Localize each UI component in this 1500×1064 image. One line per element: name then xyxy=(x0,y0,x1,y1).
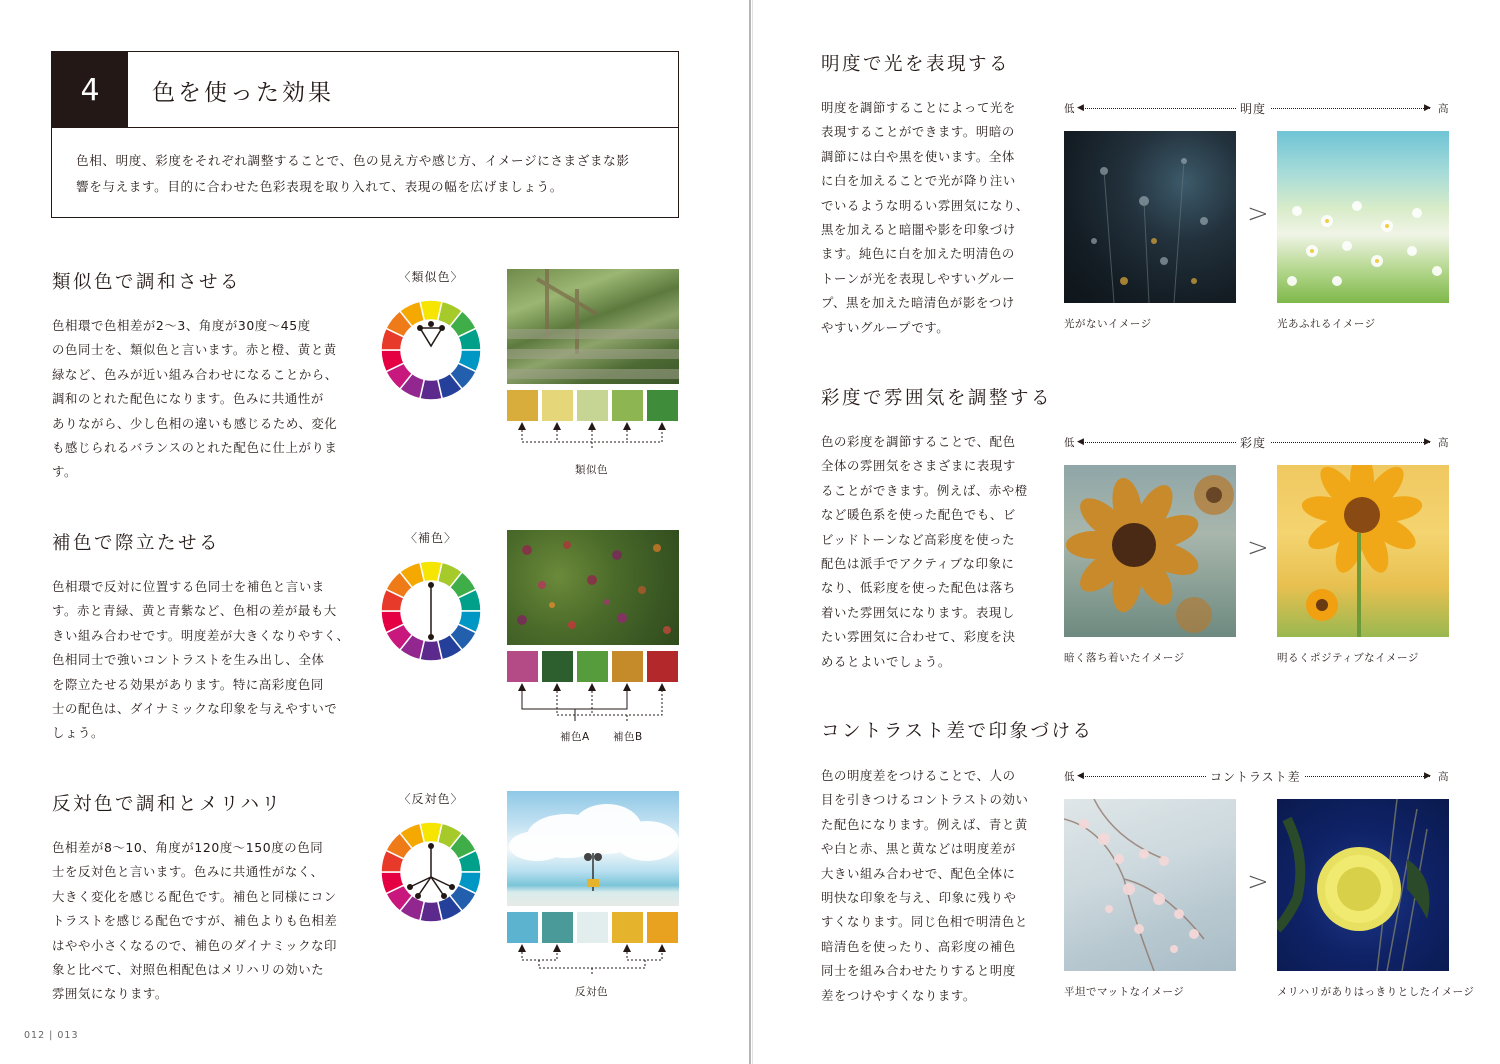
body-line: 雰囲気になります。 xyxy=(52,986,168,1002)
swatch-analogous-1 xyxy=(507,390,538,421)
scale-high-label: 高 xyxy=(1438,437,1449,449)
swatch-complementary-2 xyxy=(542,651,573,682)
body-line: 大きい組み合わせで、配色全体に xyxy=(821,865,1016,881)
swatch-complementary-4 xyxy=(612,651,643,682)
swatch-contrasting-2 xyxy=(542,912,573,943)
swatch-analogous-3 xyxy=(577,390,608,421)
section-body-analogous xyxy=(52,314,362,485)
swatch-contrasting-1 xyxy=(507,912,538,943)
swatch-analogous-4 xyxy=(612,390,643,421)
body-line: 色相環で反対に位置する色同士を補色と言いま xyxy=(52,579,325,594)
body-line: 士を反対色と言います。色みに共通性がなく、 xyxy=(52,864,324,880)
swatch-analogous-5 xyxy=(647,390,678,421)
scale-arrow-left-icon: ◀ xyxy=(1077,771,1084,781)
body-line: す。 xyxy=(52,464,77,480)
scale-label: コントラスト差 xyxy=(1206,768,1305,785)
body-line: 緑など、色みが近い組み合わせになることから、 xyxy=(52,366,338,382)
body-line: 調和のとれた配色になります。色みに共通性が xyxy=(52,391,324,407)
body-line: はやや小さくなるので、補色のダイナミックな印 xyxy=(52,937,338,953)
caption-lightness-right: 光あふれるイメージ xyxy=(1277,318,1376,330)
page-gutter xyxy=(749,0,751,1064)
section-body-lightness xyxy=(821,96,1051,340)
body-line: 配色は派手でアクティブな印象に xyxy=(821,556,1015,572)
lead-line: 響を与えます。目的に合わせた色彩表現を取り入れて、表現の幅を広げましょう。 xyxy=(76,179,563,194)
scale-arrow-right-icon: ▶ xyxy=(1424,771,1431,781)
photo-muted-sunflowers xyxy=(1064,465,1236,637)
section-body-complementary xyxy=(52,575,362,746)
photo-sky-clouds xyxy=(507,791,679,906)
body-line: めるとよいでしょう。 xyxy=(821,653,951,669)
body-line: すくなります。同じ色相で明清色と xyxy=(821,914,1028,930)
swatch-contrasting-3 xyxy=(577,912,608,943)
wheel-label-complementary: 〈補色〉 xyxy=(404,531,457,545)
body-line: でいるような明るい雰囲気になり、 xyxy=(821,197,1029,213)
swatch-connector-contrasting xyxy=(507,942,679,982)
caption-saturation-left: 暗く落ち着いたイメージ xyxy=(1064,652,1185,664)
caption-complementary-a: 補色A xyxy=(560,731,590,743)
photo-yellow-chrysanthemum xyxy=(1277,799,1449,971)
scale-arrow-left-icon: ◀ xyxy=(1077,437,1084,447)
body-line: トーンが光を表現しやすいグルー xyxy=(821,270,1016,286)
scale-high-label: 高 xyxy=(1438,771,1449,783)
photo-dark-flowers xyxy=(1064,131,1236,303)
photo-bright-flowers xyxy=(1277,131,1449,303)
body-line: トラストを感じる配色ですが、補色よりも色相差 xyxy=(52,913,338,929)
body-line: ます。純色に白を加えた明清色の xyxy=(821,246,1015,262)
body-line: ることができます。例えば、赤や橙 xyxy=(821,482,1028,498)
caption-contrast-right: メリハリがありはっきりとしたイメージ xyxy=(1277,986,1475,998)
caption-contrast-left: 平坦でマットなイメージ xyxy=(1064,986,1185,998)
body-line: 黒を加えると暗闇や影を印象づけ xyxy=(821,222,1016,238)
body-line: きい組み合わせです。明度差が大きくなりやすく、 xyxy=(52,627,350,643)
body-line: 大きく変化を感じる配色です。補色と同様にコン xyxy=(52,888,337,904)
body-line: 士の配色は、ダイナミックな印象を与えやすいで xyxy=(52,701,338,717)
body-line: 目を引きつけるコントラストの効い xyxy=(821,792,1029,808)
scale-saturation xyxy=(1064,435,1450,449)
body-line: ありながら、少し色相の違いも感じるため、変化 xyxy=(52,415,338,431)
body-line: 全体の雰囲気をさまざまに表現す xyxy=(821,458,1016,474)
swatch-contrasting-4 xyxy=(612,912,643,943)
scale-arrow-right-icon: ▶ xyxy=(1424,437,1431,447)
body-line: 色の彩度を調節することで、配色 xyxy=(821,434,1016,449)
swatch-complementary-3 xyxy=(577,651,608,682)
scale-high-label: 高 xyxy=(1438,103,1449,115)
body-line: プ、黒を加えた暗清色が影をつけ xyxy=(821,295,1015,311)
body-line: を際立たせる効果があります。特に高彩度色同 xyxy=(52,676,324,692)
scale-low-label: 低 xyxy=(1064,771,1075,783)
body-line: 明度を調節することによって光を xyxy=(821,100,1016,115)
chapter-divider xyxy=(52,127,678,128)
section-body-contrast xyxy=(821,764,1051,1008)
body-line: 表現することができます。明暗の xyxy=(821,124,1015,140)
body-line: 明快な印象を与え、印象に残りや xyxy=(821,890,1017,906)
section-body-contrasting xyxy=(52,836,362,1007)
swatch-connector-complementary xyxy=(507,681,679,725)
photo-autumn-leaves xyxy=(507,530,679,645)
body-line: なり、低彩度を使った配色は落ち xyxy=(821,580,1016,596)
body-line: す。赤と青緑、黄と青紫など、色相の差が最も大 xyxy=(52,603,337,619)
scale-lightness xyxy=(1064,101,1450,115)
chapter-number: 4 xyxy=(52,52,128,128)
scale-label: 彩度 xyxy=(1236,434,1270,451)
section-title-complementary: 補色で際立たせる xyxy=(52,533,221,554)
wheel-label-analogous: 〈類似色〉 xyxy=(398,270,464,284)
swatch-connector-analogous xyxy=(507,420,679,460)
scale-low-label: 低 xyxy=(1064,103,1075,115)
section-title-lightness: 明度で光を表現する xyxy=(821,54,1011,75)
body-line: 同士を組み合わせたりすると明度 xyxy=(821,963,1016,979)
body-line: たい雰囲気に合わせて、彩度を決 xyxy=(821,629,1016,645)
swatch-complementary-5 xyxy=(647,651,678,682)
body-line: 色相環で色相差が2〜3、角度が30度〜45度 xyxy=(52,318,311,333)
body-line: 象と比べて、対照色相配色はメリハリの効いた xyxy=(52,962,325,978)
caption-analogous: 類似色 xyxy=(575,464,608,476)
caption-complementary-b: 補色B xyxy=(613,731,643,743)
body-line: や白と赤、黒と黄などは明度差が xyxy=(821,841,1016,857)
section-body-saturation xyxy=(821,430,1051,674)
photo-forest-stairs xyxy=(507,269,679,384)
section-title-contrast: コントラスト差で印象づける xyxy=(821,721,1094,742)
scale-low-label: 低 xyxy=(1064,437,1075,449)
body-line: など暖色系を使った配色でも、ビ xyxy=(821,507,1016,523)
scale-arrow-left-icon: ◀ xyxy=(1077,103,1084,113)
color-wheel-contrasting xyxy=(378,819,484,925)
body-line: 色相差が8〜10、角度が120度〜150度の色同 xyxy=(52,840,324,855)
scale-contrast xyxy=(1064,769,1450,783)
photo-vivid-sunflowers xyxy=(1277,465,1449,637)
body-line: 暗清色を使ったり、高彩度の補色 xyxy=(821,938,1016,954)
section-title-saturation: 彩度で雰囲気を調整する xyxy=(821,388,1053,409)
greater-than-icon: > xyxy=(1247,199,1269,229)
body-line: やすいグループです。 xyxy=(821,319,950,335)
body-line: た配色になります。例えば、青と黄 xyxy=(821,816,1028,832)
body-line: 着いた雰囲気になります。表現し xyxy=(821,604,1015,620)
color-wheel-complementary xyxy=(378,558,484,664)
photo-pale-blossoms xyxy=(1064,799,1236,971)
chapter-lead xyxy=(76,148,666,200)
body-line: に白を加えることで光が降り注い xyxy=(821,173,1016,189)
wheel-label-contrasting: 〈反対色〉 xyxy=(398,792,464,806)
section-title-contrasting: 反対色で調和とメリハリ xyxy=(52,794,283,815)
body-line: 差をつけやすくなります。 xyxy=(821,987,976,1003)
body-line: も感じられるバランスのとれた配色に仕上がりま xyxy=(52,440,338,456)
caption-contrasting: 反対色 xyxy=(575,986,608,998)
swatch-complementary-1 xyxy=(507,651,538,682)
caption-lightness-left: 光がないイメージ xyxy=(1064,318,1152,330)
greater-than-icon: > xyxy=(1247,867,1269,897)
scale-label: 明度 xyxy=(1236,100,1270,117)
body-line: 色の明度差をつけることで、人の xyxy=(821,768,1016,783)
swatch-contrasting-5 xyxy=(647,912,678,943)
folio: 012 | 013 xyxy=(24,1030,79,1041)
page-gutter-shadow xyxy=(752,0,753,1064)
greater-than-icon: > xyxy=(1247,533,1269,563)
chapter-box xyxy=(51,51,679,218)
body-line: の色同士を、類似色と言います。赤と橙、黄と黄 xyxy=(52,342,337,358)
caption-saturation-right: 明るくポジティブなイメージ xyxy=(1277,652,1419,664)
body-line: しょう。 xyxy=(52,725,104,741)
swatch-analogous-2 xyxy=(542,390,573,421)
body-line: ビッドトーンなど高彩度を使った xyxy=(821,531,1016,547)
body-line: 調節には白や黒を使います。全体 xyxy=(821,148,1015,164)
chapter-title: 色を使った効果 xyxy=(152,79,334,106)
lead-line: 色相、明度、彩度をそれぞれ調整することで、色の見え方や感じ方、イメージにさまざまな影 xyxy=(76,153,630,168)
color-wheel-analogous xyxy=(378,297,484,403)
body-line: 色相同士で強いコントラストを生み出し、全体 xyxy=(52,652,325,668)
section-title-analogous: 類似色で調和させる xyxy=(52,272,242,293)
scale-arrow-right-icon: ▶ xyxy=(1424,103,1431,113)
